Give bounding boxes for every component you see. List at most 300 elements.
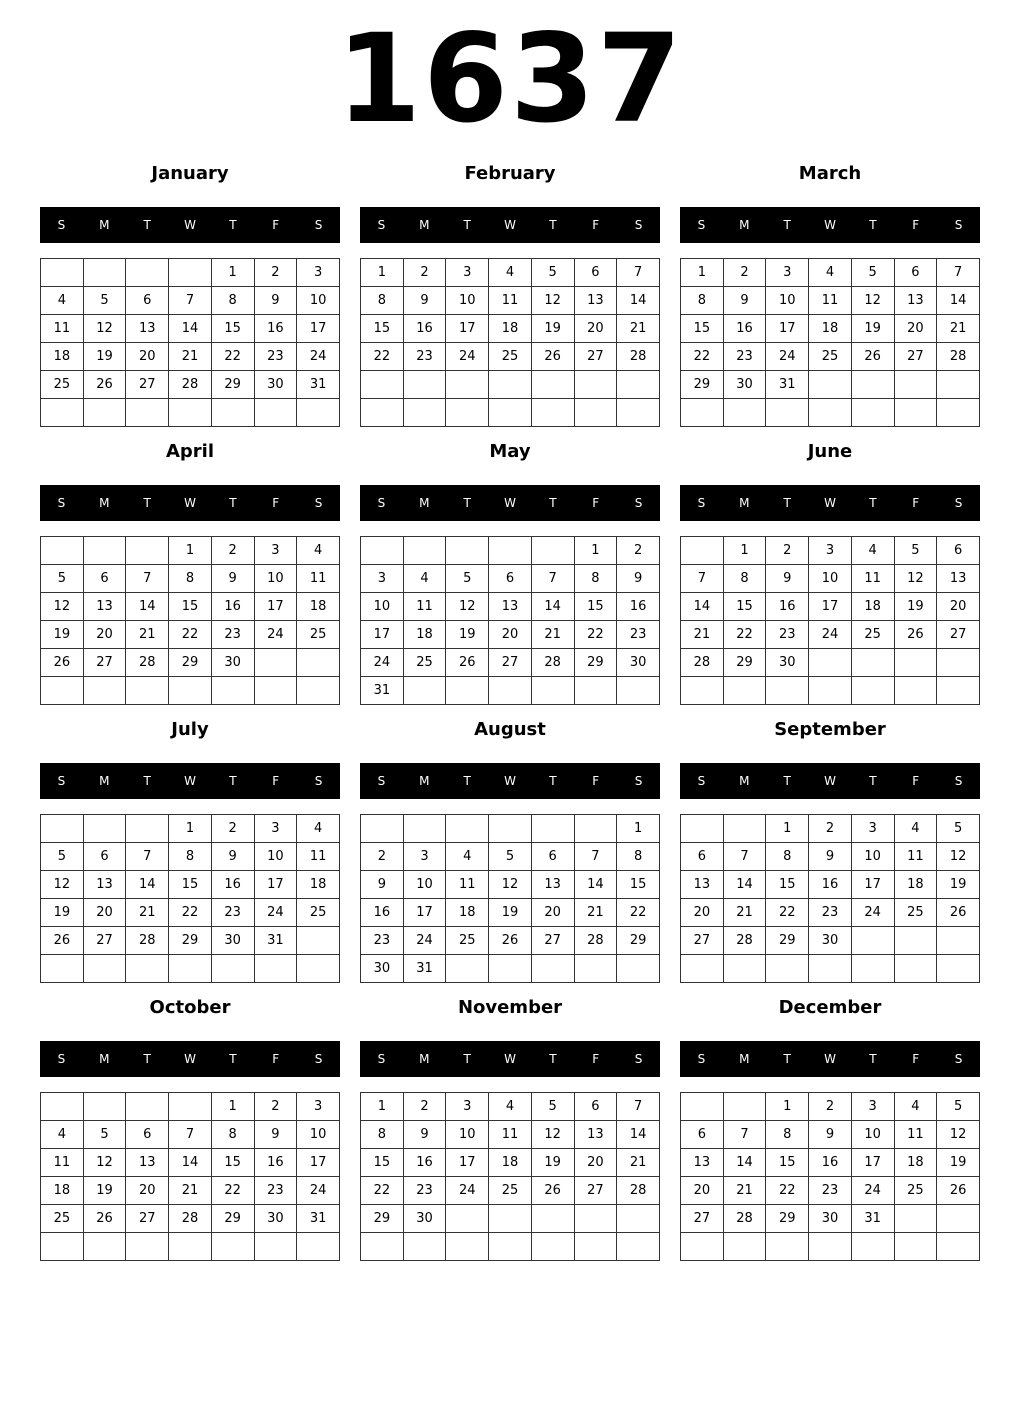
day-cell: 7 <box>126 843 169 871</box>
day-cell: 13 <box>531 871 574 899</box>
day-cell: 4 <box>489 259 532 287</box>
day-cell <box>489 815 532 843</box>
day-cell: 6 <box>126 287 169 315</box>
day-cell: 24 <box>446 1177 489 1205</box>
day-cell: 25 <box>809 343 852 371</box>
day-cell: 12 <box>83 1149 126 1177</box>
day-cell <box>681 1233 724 1261</box>
day-cell: 28 <box>723 927 766 955</box>
day-cell: 5 <box>41 843 84 871</box>
weekday-label: S <box>697 1052 706 1066</box>
day-cell: 3 <box>297 259 340 287</box>
day-cell: 15 <box>766 871 809 899</box>
day-cell: 29 <box>617 927 660 955</box>
weekday-label: T <box>229 218 237 232</box>
weekday-label: T <box>869 1052 877 1066</box>
weekday-label: S <box>954 774 963 788</box>
weekday-label: W <box>504 774 516 788</box>
day-cell <box>574 815 617 843</box>
day-cell <box>169 399 212 427</box>
day-cell <box>894 399 937 427</box>
day-cell: 5 <box>937 1093 980 1121</box>
day-cell: 21 <box>126 899 169 927</box>
day-cell <box>894 677 937 705</box>
day-cell: 2 <box>254 259 297 287</box>
day-cell: 1 <box>766 1093 809 1121</box>
weekday-label: F <box>912 218 920 232</box>
day-cell <box>531 815 574 843</box>
day-cell: 18 <box>809 315 852 343</box>
day-cell <box>617 955 660 983</box>
day-cell: 25 <box>489 1177 532 1205</box>
week-row <box>41 677 340 705</box>
weekday-label: W <box>824 1052 836 1066</box>
day-cell <box>681 399 724 427</box>
day-cell: 8 <box>574 565 617 593</box>
day-cell: 19 <box>83 1177 126 1205</box>
day-cell <box>809 677 852 705</box>
day-cell <box>446 537 489 565</box>
weekday-label: W <box>824 774 836 788</box>
day-cell: 30 <box>211 649 254 677</box>
day-cell: 30 <box>403 1205 446 1233</box>
day-cell: 14 <box>617 287 660 315</box>
day-cell: 30 <box>766 649 809 677</box>
day-cell: 19 <box>489 899 532 927</box>
day-cell: 6 <box>894 259 937 287</box>
day-cell <box>254 955 297 983</box>
weekday-header <box>360 485 660 521</box>
day-cell <box>211 1233 254 1261</box>
day-cell <box>297 927 340 955</box>
day-cell: 9 <box>809 843 852 871</box>
day-cell <box>361 399 404 427</box>
month-name: March <box>798 163 862 184</box>
day-cell: 26 <box>83 1205 126 1233</box>
day-cell: 1 <box>681 259 724 287</box>
day-cell: 15 <box>617 871 660 899</box>
day-cell: 31 <box>403 955 446 983</box>
week-row <box>41 537 340 565</box>
weekday-header <box>360 1041 660 1077</box>
week-row <box>361 315 660 343</box>
week-row <box>41 343 340 371</box>
week-row <box>41 1121 340 1149</box>
weekday-label: T <box>463 496 471 510</box>
day-cell <box>574 371 617 399</box>
day-cell <box>766 399 809 427</box>
day-cell <box>489 1233 532 1261</box>
week-row <box>361 649 660 677</box>
day-cell: 31 <box>254 927 297 955</box>
day-cell: 15 <box>169 593 212 621</box>
weekday-label: F <box>272 1052 280 1066</box>
day-cell: 15 <box>211 315 254 343</box>
weekday-label: T <box>783 496 791 510</box>
day-cell: 11 <box>489 1121 532 1149</box>
day-cell: 8 <box>169 843 212 871</box>
day-cell: 22 <box>766 1177 809 1205</box>
day-cell: 12 <box>531 287 574 315</box>
month-name: June <box>807 441 853 462</box>
weekday-header <box>680 207 980 243</box>
day-cell: 5 <box>446 565 489 593</box>
week-row <box>41 259 340 287</box>
weekday-label: T <box>869 496 877 510</box>
day-cell <box>851 955 894 983</box>
week-row <box>361 843 660 871</box>
day-cell <box>937 371 980 399</box>
day-cell <box>894 927 937 955</box>
day-cell <box>809 955 852 983</box>
day-cell: 12 <box>446 593 489 621</box>
day-cell <box>297 399 340 427</box>
day-cell: 31 <box>766 371 809 399</box>
day-cell: 25 <box>297 899 340 927</box>
day-cell: 26 <box>894 621 937 649</box>
day-cell: 3 <box>297 1093 340 1121</box>
weekday-label: W <box>184 1052 196 1066</box>
day-cell: 28 <box>617 343 660 371</box>
day-cell: 26 <box>489 927 532 955</box>
day-cell: 19 <box>937 1149 980 1177</box>
day-cell: 14 <box>617 1121 660 1149</box>
day-grid <box>40 536 340 705</box>
weekday-label: S <box>954 496 963 510</box>
day-cell: 25 <box>489 343 532 371</box>
day-cell: 20 <box>531 899 574 927</box>
day-cell: 7 <box>723 843 766 871</box>
day-cell: 3 <box>851 815 894 843</box>
day-cell: 6 <box>681 1121 724 1149</box>
day-cell: 26 <box>531 1177 574 1205</box>
day-cell: 12 <box>937 843 980 871</box>
week-row <box>361 565 660 593</box>
day-cell <box>937 1205 980 1233</box>
day-cell: 14 <box>937 287 980 315</box>
day-cell <box>489 955 532 983</box>
day-cell <box>723 1233 766 1261</box>
day-cell: 20 <box>83 899 126 927</box>
day-cell: 17 <box>851 871 894 899</box>
day-cell <box>361 1233 404 1261</box>
weekday-label: F <box>912 1052 920 1066</box>
day-cell: 3 <box>851 1093 894 1121</box>
day-cell <box>574 399 617 427</box>
day-cell <box>531 955 574 983</box>
day-cell: 28 <box>574 927 617 955</box>
day-cell: 11 <box>297 843 340 871</box>
day-cell: 14 <box>169 315 212 343</box>
weekday-label: M <box>739 1052 750 1066</box>
day-cell <box>297 955 340 983</box>
week-row <box>681 927 980 955</box>
weekday-label: T <box>463 774 471 788</box>
day-cell: 24 <box>297 1177 340 1205</box>
weekday-label: M <box>99 774 110 788</box>
week-row <box>681 1177 980 1205</box>
day-cell <box>489 399 532 427</box>
day-cell: 7 <box>169 287 212 315</box>
weekday-label: S <box>57 218 66 232</box>
day-cell: 5 <box>894 537 937 565</box>
day-cell: 19 <box>83 343 126 371</box>
day-cell: 10 <box>851 843 894 871</box>
week-row <box>681 399 980 427</box>
day-cell: 22 <box>681 343 724 371</box>
day-cell <box>361 815 404 843</box>
day-cell: 13 <box>937 565 980 593</box>
week-row <box>41 565 340 593</box>
day-cell: 20 <box>489 621 532 649</box>
day-cell: 19 <box>446 621 489 649</box>
weekday-label: T <box>463 1052 471 1066</box>
week-row <box>361 621 660 649</box>
day-cell: 9 <box>211 565 254 593</box>
week-row <box>681 371 980 399</box>
day-cell <box>41 259 84 287</box>
day-cell <box>894 1205 937 1233</box>
day-cell <box>681 1093 724 1121</box>
day-cell <box>894 1233 937 1261</box>
day-cell: 28 <box>723 1205 766 1233</box>
weekday-header <box>680 485 980 521</box>
day-cell: 24 <box>809 621 852 649</box>
weekday-label: S <box>57 1052 66 1066</box>
day-cell: 9 <box>403 287 446 315</box>
day-cell <box>681 955 724 983</box>
day-cell <box>937 1233 980 1261</box>
day-cell: 15 <box>211 1149 254 1177</box>
weekday-label: T <box>229 774 237 788</box>
day-cell: 24 <box>851 899 894 927</box>
day-cell: 18 <box>297 593 340 621</box>
weekday-header <box>360 763 660 799</box>
day-cell: 16 <box>809 1149 852 1177</box>
day-cell: 5 <box>83 287 126 315</box>
weekday-label: S <box>314 496 323 510</box>
day-cell: 8 <box>361 287 404 315</box>
day-cell: 13 <box>126 1149 169 1177</box>
week-row <box>681 899 980 927</box>
day-cell: 19 <box>937 871 980 899</box>
week-row <box>361 287 660 315</box>
month-name: April <box>165 441 215 462</box>
day-cell: 26 <box>937 1177 980 1205</box>
day-cell: 22 <box>361 343 404 371</box>
week-row <box>41 1205 340 1233</box>
day-cell: 11 <box>894 843 937 871</box>
day-grid <box>360 1092 660 1261</box>
day-cell <box>446 1233 489 1261</box>
day-cell: 15 <box>361 315 404 343</box>
weekday-label: W <box>184 218 196 232</box>
day-cell: 23 <box>211 899 254 927</box>
day-cell: 29 <box>361 1205 404 1233</box>
week-row <box>361 677 660 705</box>
day-cell: 1 <box>361 259 404 287</box>
weekday-label: S <box>377 774 386 788</box>
day-cell <box>126 1233 169 1261</box>
day-cell <box>403 537 446 565</box>
day-cell <box>211 955 254 983</box>
day-cell: 20 <box>681 899 724 927</box>
day-cell: 11 <box>297 565 340 593</box>
week-row <box>361 1149 660 1177</box>
day-cell: 1 <box>169 815 212 843</box>
day-cell: 21 <box>617 1149 660 1177</box>
day-grid <box>680 814 980 983</box>
day-cell: 17 <box>361 621 404 649</box>
day-cell: 17 <box>403 899 446 927</box>
day-cell <box>126 537 169 565</box>
day-cell: 24 <box>361 649 404 677</box>
week-row <box>681 1093 980 1121</box>
day-cell: 19 <box>531 315 574 343</box>
day-cell: 2 <box>403 259 446 287</box>
day-cell: 12 <box>851 287 894 315</box>
day-cell: 30 <box>617 649 660 677</box>
week-row <box>41 399 340 427</box>
day-cell: 30 <box>809 927 852 955</box>
day-cell <box>169 259 212 287</box>
week-row <box>41 1093 340 1121</box>
day-cell: 30 <box>809 1205 852 1233</box>
week-row <box>361 927 660 955</box>
weekday-label: T <box>549 218 557 232</box>
day-cell <box>766 1233 809 1261</box>
day-cell: 24 <box>446 343 489 371</box>
day-cell <box>617 1233 660 1261</box>
day-cell: 10 <box>297 1121 340 1149</box>
day-cell <box>617 371 660 399</box>
weekday-label: S <box>697 774 706 788</box>
day-cell: 28 <box>126 649 169 677</box>
day-cell: 7 <box>574 843 617 871</box>
day-cell: 13 <box>489 593 532 621</box>
day-cell <box>83 537 126 565</box>
day-cell: 26 <box>937 899 980 927</box>
day-cell: 8 <box>766 1121 809 1149</box>
day-cell: 21 <box>531 621 574 649</box>
weekday-label: S <box>634 774 643 788</box>
day-cell: 8 <box>211 287 254 315</box>
day-cell: 29 <box>766 1205 809 1233</box>
month-name: August <box>474 719 546 740</box>
day-cell: 17 <box>297 315 340 343</box>
day-cell: 5 <box>531 259 574 287</box>
day-cell: 19 <box>41 899 84 927</box>
weekday-label: T <box>463 218 471 232</box>
day-cell: 16 <box>766 593 809 621</box>
day-cell: 29 <box>574 649 617 677</box>
day-cell: 16 <box>254 1149 297 1177</box>
day-cell <box>126 955 169 983</box>
day-cell <box>937 955 980 983</box>
day-cell: 1 <box>617 815 660 843</box>
day-cell: 21 <box>169 343 212 371</box>
day-cell: 18 <box>403 621 446 649</box>
week-row <box>361 1177 660 1205</box>
day-cell: 2 <box>617 537 660 565</box>
day-cell: 11 <box>851 565 894 593</box>
day-cell <box>83 955 126 983</box>
day-cell: 23 <box>254 1177 297 1205</box>
day-cell <box>41 1093 84 1121</box>
weekday-header <box>40 207 340 243</box>
weekday-label: M <box>739 496 750 510</box>
day-cell: 3 <box>446 259 489 287</box>
weekday-label: F <box>592 496 600 510</box>
day-cell: 25 <box>403 649 446 677</box>
weekday-label: T <box>549 496 557 510</box>
day-cell <box>211 399 254 427</box>
day-cell: 5 <box>489 843 532 871</box>
day-cell: 7 <box>169 1121 212 1149</box>
weekday-label: F <box>592 1052 600 1066</box>
weekday-label: T <box>143 218 151 232</box>
day-cell: 1 <box>361 1093 404 1121</box>
day-cell <box>41 677 84 705</box>
day-cell <box>254 399 297 427</box>
weekday-label: F <box>272 496 280 510</box>
month-name: January <box>151 163 229 184</box>
day-cell: 13 <box>574 287 617 315</box>
day-cell: 12 <box>894 565 937 593</box>
day-cell: 7 <box>126 565 169 593</box>
week-row <box>681 955 980 983</box>
day-grid <box>360 536 660 705</box>
day-cell: 10 <box>254 843 297 871</box>
day-cell: 21 <box>681 621 724 649</box>
day-cell <box>894 649 937 677</box>
day-cell: 4 <box>489 1093 532 1121</box>
week-row <box>41 843 340 871</box>
week-row <box>41 287 340 315</box>
day-cell: 27 <box>681 1205 724 1233</box>
week-row <box>361 815 660 843</box>
day-cell <box>41 955 84 983</box>
day-cell: 5 <box>937 815 980 843</box>
day-cell: 22 <box>211 343 254 371</box>
month-name: February <box>464 163 556 184</box>
day-cell: 3 <box>254 537 297 565</box>
day-cell: 1 <box>211 1093 254 1121</box>
day-cell: 29 <box>169 927 212 955</box>
day-cell: 3 <box>809 537 852 565</box>
day-cell <box>169 1233 212 1261</box>
day-cell: 9 <box>254 287 297 315</box>
day-cell: 3 <box>766 259 809 287</box>
day-cell: 10 <box>254 565 297 593</box>
day-cell: 29 <box>723 649 766 677</box>
day-cell: 18 <box>894 1149 937 1177</box>
day-cell: 20 <box>126 1177 169 1205</box>
day-cell: 12 <box>83 315 126 343</box>
day-cell: 24 <box>766 343 809 371</box>
day-cell <box>403 399 446 427</box>
weekday-label: M <box>419 496 430 510</box>
day-cell: 22 <box>169 621 212 649</box>
week-row <box>681 649 980 677</box>
weekday-label: S <box>377 218 386 232</box>
week-row <box>361 871 660 899</box>
day-cell: 24 <box>254 899 297 927</box>
day-cell: 16 <box>617 593 660 621</box>
day-cell: 4 <box>851 537 894 565</box>
day-cell: 23 <box>766 621 809 649</box>
week-row <box>681 537 980 565</box>
